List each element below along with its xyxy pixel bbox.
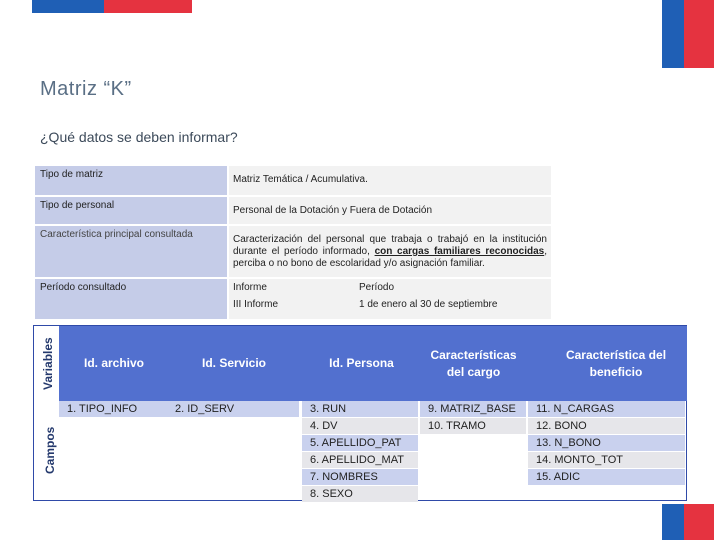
- tipo-matriz-value: Matriz Temática / Acumulativa.: [228, 165, 552, 196]
- caracteristica-label: Característica principal consultada: [34, 225, 228, 278]
- info-row-tipo-matriz: [34, 165, 552, 196]
- campo-cargo-9: 9. MATRIZ_BASE: [420, 401, 526, 417]
- bottom-brand-bar-blue: [662, 504, 684, 540]
- tipo-matriz-label: Tipo de matriz: [34, 165, 228, 196]
- header-id-archivo: Id. archivo: [83, 356, 145, 370]
- campo-beneficio-11: 11. N_CARGAS: [528, 401, 685, 417]
- periodo-header-periodo: Período: [359, 282, 395, 293]
- campo-persona-6: 6. APELLIDO_MAT: [302, 452, 418, 468]
- info-row-periodo: [34, 278, 552, 320]
- caracteristica-text-1: Caracterización del personal que trabaja o trabajó en la institución durante el período informado,: [233, 234, 547, 257]
- periodo-informe-value: III Informe: [233, 299, 279, 310]
- periodo-label: Período consultado: [34, 278, 228, 320]
- campo-beneficio-14: 14. MONTO_TOT: [528, 452, 685, 468]
- campo-beneficio-12: 12. BONO: [528, 418, 685, 434]
- corner-brand-bar-blue: [662, 0, 684, 68]
- info-row-caracteristica: [34, 225, 552, 278]
- tipo-personal-value: Personal de la Dotación y Fuera de Dotación: [228, 196, 552, 225]
- periodo-periodo-value: 1 de enero al 30 de septiembre: [359, 299, 498, 310]
- campo-cargo-10: 10. TRAMO: [420, 418, 526, 434]
- campo-persona-4: 4. DV: [302, 418, 418, 434]
- header-id-persona: Id. Persona: [329, 356, 394, 370]
- periodo-grid: [233, 282, 547, 310]
- info-row-tipo-personal: [34, 196, 552, 225]
- variables-column: [34, 326, 59, 401]
- campos-body: [59, 401, 687, 501]
- caracteristica-text-underlined: con cargas familiares reconocidas: [374, 246, 545, 257]
- bottom-brand-bar-red: [684, 504, 714, 540]
- header-id-servicio: Id. Servicio: [201, 356, 267, 370]
- campo-persona-3: 3. RUN: [302, 401, 418, 417]
- campo-persona-7: 7. NOMBRES: [302, 469, 418, 485]
- info-table: [33, 164, 553, 321]
- campo-beneficio-13: 13. N_BONO: [528, 435, 685, 451]
- campos-label: Campos: [43, 426, 57, 474]
- tipo-personal-label: Tipo de personal: [34, 196, 228, 225]
- corner-brand-bar-red: [684, 0, 714, 68]
- campo-persona-8: 8. SEXO: [302, 486, 418, 502]
- campo-servicio-2: 2. ID_SERV: [167, 401, 299, 417]
- header-caracteristicas-cargo: Características del cargo: [430, 347, 517, 379]
- caracteristica-value: [228, 225, 552, 278]
- periodo-value: [228, 278, 552, 320]
- periodo-header-informe: Informe: [233, 282, 267, 293]
- top-brand-bar-red: [104, 0, 192, 13]
- top-brand-bar-blue: [32, 0, 104, 13]
- variables-label: Variables: [41, 337, 55, 390]
- header-row: [59, 326, 687, 401]
- campo-persona-5: 5. APELLIDO_PAT: [302, 435, 418, 451]
- page-title: Matriz “K”: [40, 78, 132, 100]
- campo-beneficio-15: 15. ADIC: [528, 469, 685, 485]
- page-subtitle: ¿Qué datos se deben informar?: [40, 129, 238, 145]
- header-caracteristica-beneficio: Característica del beneficio: [565, 347, 667, 379]
- fields-panel: [33, 325, 687, 501]
- campo-archivo-1: 1. TIPO_INFO: [59, 401, 167, 417]
- caracteristica-text-2: , perciba o no bono de escolaridad y/o asignación familiar.: [233, 246, 548, 269]
